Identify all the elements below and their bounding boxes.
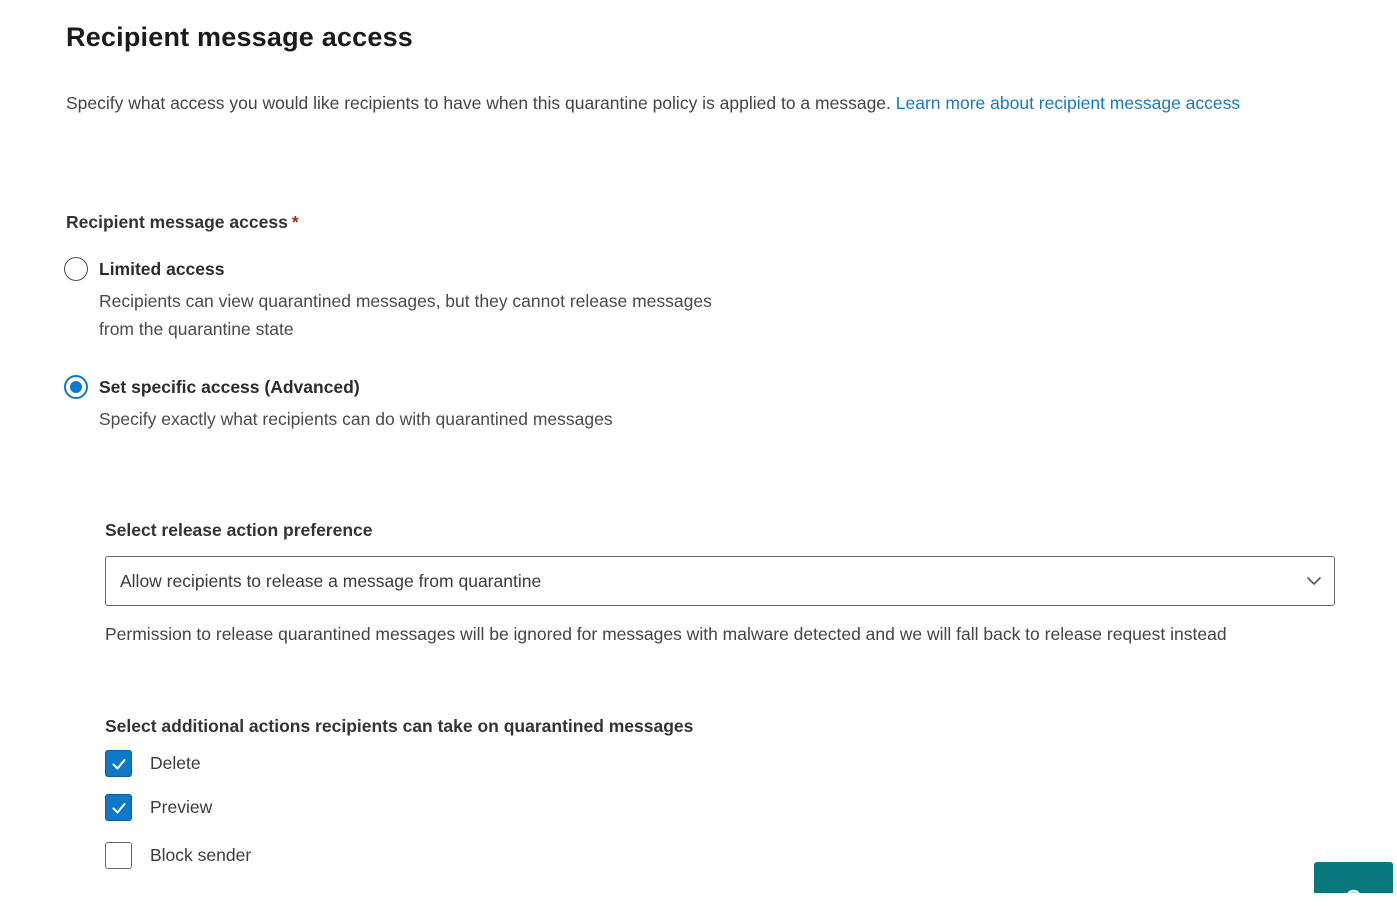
- radio-option-label: Limited access: [99, 259, 225, 279]
- checkbox-checked[interactable]: [105, 794, 132, 821]
- check-icon: [110, 799, 128, 817]
- description-text: Specify what access you would like recipients to have when this quarantine policy is applied to a message.: [66, 93, 891, 113]
- checkbox-label: Delete: [150, 753, 201, 773]
- check-icon: [110, 755, 128, 773]
- access-field-label: Recipient message access *: [66, 212, 299, 232]
- radio-option-description: Recipients can view quarantined messages, but they cannot release messages from the quarantine state: [99, 291, 712, 339]
- page-description: [66, 88, 1338, 118]
- checkbox-label: Block sender: [150, 845, 252, 865]
- help-button[interactable]: [1314, 862, 1393, 914]
- page-title: Recipient message access: [66, 22, 414, 52]
- dropdown-selected-value: Allow recipients to release a message from quarantine: [120, 570, 542, 591]
- radio-button-selected[interactable]: [64, 375, 88, 399]
- release-action-note: Permission to release quarantined messages will be ignored for messages with malware detected and we will fall back to release request instead: [105, 624, 1227, 644]
- release-action-dropdown[interactable]: [105, 556, 1335, 606]
- checkbox-unchecked[interactable]: [105, 842, 132, 869]
- help-icon: ?: [1345, 884, 1362, 914]
- checkbox-row-block-sender[interactable]: [105, 842, 251, 869]
- chevron-down-icon: [1294, 572, 1334, 590]
- checkbox-row-delete[interactable]: [105, 750, 201, 777]
- radio-option-description: Specify exactly what recipients can do with quarantined messages: [99, 409, 613, 429]
- additional-actions-label: Select additional actions recipients can take on quarantined messages: [105, 716, 694, 736]
- checkbox-label: Preview: [150, 797, 213, 817]
- checkbox-checked[interactable]: [105, 750, 132, 777]
- learn-more-link[interactable]: Learn more about recipient message access: [895, 93, 1241, 113]
- required-asterisk: *: [291, 212, 299, 232]
- checkbox-row-preview[interactable]: [105, 794, 212, 821]
- radio-option-label: Set specific access (Advanced): [99, 377, 360, 397]
- radio-option-limited-access[interactable]: [64, 254, 747, 343]
- radio-option-set-specific-access[interactable]: [64, 372, 613, 433]
- radio-button[interactable]: [64, 257, 88, 281]
- release-action-label: Select release action preference: [105, 520, 373, 540]
